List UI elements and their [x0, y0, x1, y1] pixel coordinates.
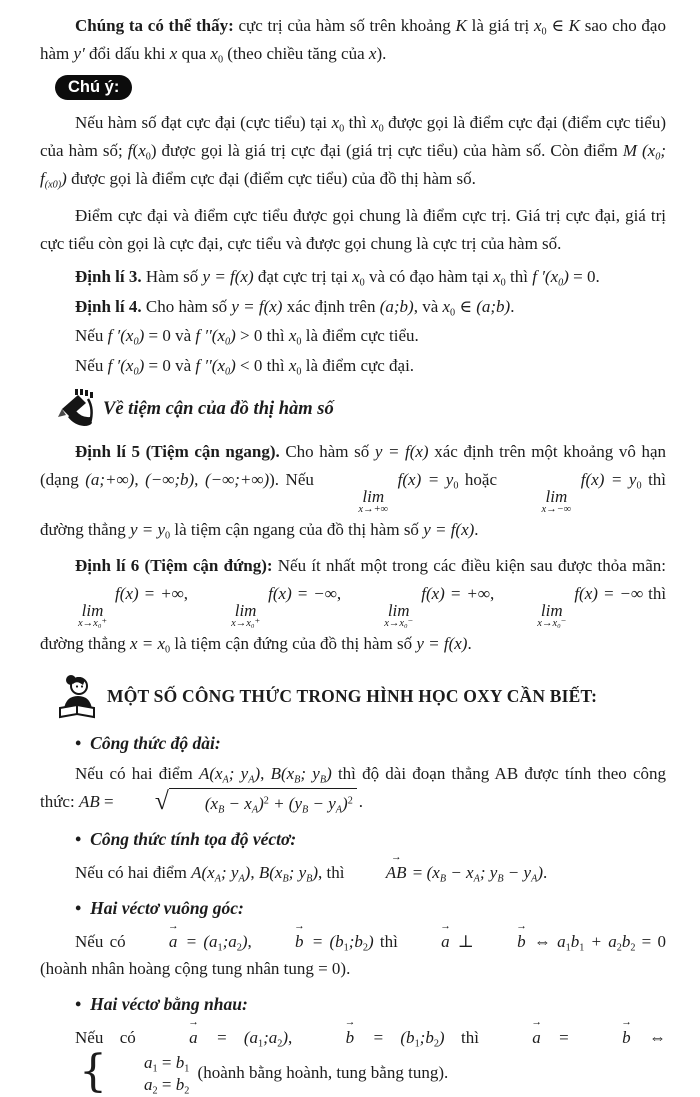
text-run: sao cho đạo hàm: [40, 16, 666, 63]
text-run: ): [537, 862, 543, 882]
text-run: ).: [376, 43, 387, 63]
text-run: ): [150, 141, 157, 161]
text-run: b: [175, 1052, 185, 1072]
text-run: (a;b): [379, 296, 414, 316]
bullet-dot: •: [75, 897, 82, 918]
text-run: thì: [373, 931, 405, 951]
text-run: x: [169, 43, 178, 63]
text-run: A: [335, 804, 343, 816]
text-run: y = f(x): [374, 442, 429, 462]
text-run: (−∞;b): [145, 470, 195, 489]
text-run: x: [442, 296, 451, 316]
text-run: 1: [152, 1063, 158, 1075]
text-run: 2: [236, 942, 242, 954]
text-run: xác định trên: [282, 296, 380, 316]
text-run: 1: [343, 942, 349, 954]
text-run: 2: [263, 795, 269, 807]
text-run: Điểm cực đại và điểm cực tiểu được gọi chung là điểm cực trị. Giá trị cực đại, giá trị cực tiểu còn gọi là cực đại, cực tiểu và được gọi chung là cực trị của hàm số.: [40, 205, 666, 253]
vector-arrow: → b: [311, 1022, 355, 1052]
oxy-section-heading: [54, 674, 666, 720]
text-run: A: [222, 774, 229, 786]
text-run: x: [288, 326, 297, 346]
text-run: < 0 thì: [235, 356, 289, 376]
text-run: B: [497, 873, 504, 885]
text-run: ,: [336, 583, 347, 603]
text-run: , thì: [318, 862, 349, 882]
text-run: Nếu có: [75, 931, 132, 951]
text-run: ,: [489, 583, 500, 603]
text-run: M (x: [622, 141, 656, 161]
text-run: ⇔: [632, 1027, 667, 1047]
vector-arrow: → b: [587, 1022, 631, 1052]
limit-notation: [323, 488, 388, 516]
theorem-4-condition-max: [40, 352, 666, 380]
text-run: .: [542, 862, 548, 882]
text-run: 0: [450, 307, 456, 319]
text-run: A: [251, 804, 259, 816]
text-run: > 0 thì: [235, 326, 289, 346]
limit-under: x→x₀⁻: [384, 618, 414, 630]
text-run: 2: [347, 795, 353, 807]
text-run: Hàm số: [141, 266, 203, 286]
text-run: là điểm cực đại.: [301, 356, 415, 376]
text-run: (x0): [44, 179, 62, 191]
text-run: Nếu có hai điểm: [75, 862, 192, 882]
text-run: − x: [446, 862, 474, 882]
text-run: x: [288, 356, 297, 376]
text-run: ): [138, 356, 145, 376]
text-run: 0: [500, 277, 506, 289]
writing-hand-icon: [54, 389, 96, 429]
text-run: f: [127, 141, 133, 161]
text-run: Định lí 5 (Tiệm cận ngang).: [75, 442, 280, 462]
text-run: f ′(x: [532, 266, 559, 286]
text-run: ): [312, 862, 319, 882]
text-run: ,: [183, 583, 194, 603]
vector-arrow: → a: [134, 926, 178, 956]
text-run: ): [368, 931, 374, 951]
limit-under: x→x₀⁺: [78, 618, 108, 630]
text-run: 0: [359, 277, 365, 289]
text-run: x: [352, 266, 360, 286]
text-run: thì: [344, 113, 372, 133]
text-run: , và: [413, 296, 443, 316]
text-run: ): [241, 931, 248, 951]
vector-arrow: → a: [154, 1022, 198, 1052]
text-run: ,: [247, 931, 259, 951]
text-run: được gọi là giá trị cực đại (giá trị cực tiểu) của hàm số. Còn điểm: [156, 141, 623, 161]
limit-word: lim: [362, 487, 385, 506]
text-run: x = x: [129, 633, 166, 653]
bullet-item-length-title: [40, 729, 666, 758]
bullet-item-equal-vectors-body: [40, 1022, 666, 1096]
text-run: B: [294, 774, 301, 786]
cases-row: [109, 1074, 189, 1096]
text-run: 2: [630, 942, 636, 954]
text-run: Nếu: [75, 356, 108, 376]
text-run: 0: [145, 151, 151, 163]
text-run: ,: [194, 470, 205, 489]
limit-under: x→+∞: [358, 504, 389, 516]
limit-notation: [43, 602, 107, 630]
text-run: ;b: [419, 1027, 434, 1047]
text-run: ; y: [228, 764, 249, 784]
text-run: a: [144, 1052, 153, 1072]
text-run: .: [510, 296, 515, 316]
text-run: ): [138, 326, 145, 346]
text-run: được gọi là điểm cực đại (điểm cực tiểu) của hàm số;: [40, 113, 666, 161]
limit-word: lim: [540, 600, 563, 620]
text-run: B: [302, 804, 309, 816]
text-run: (: [132, 141, 139, 161]
document-page: [40, 12, 666, 1096]
text-run: 1: [184, 1063, 190, 1075]
text-run: x: [371, 113, 379, 133]
text-run: 0: [558, 277, 564, 289]
text-run: a: [557, 931, 566, 951]
text-run: (theo chiều tăng của: [223, 43, 369, 63]
text-run: thì đường thẳng: [40, 583, 667, 653]
text-run: 0: [165, 644, 171, 656]
text-run: B(x: [258, 862, 283, 882]
text-run: =: [99, 792, 118, 812]
limit-word: lim: [545, 487, 568, 506]
text-run: ;a: [263, 1027, 278, 1047]
limit-word: lim: [234, 600, 257, 620]
theorem-6: [40, 552, 666, 658]
theorem-4-condition-min: [40, 322, 666, 350]
vector-arrow: → AB: [351, 857, 407, 887]
limit-under: x→x₀⁻: [537, 618, 567, 630]
text-run: (a;+∞): [85, 470, 135, 489]
limit-under: x→−∞: [541, 504, 572, 516]
text-run: = (b: [356, 1027, 415, 1047]
note-badge-row: [55, 75, 666, 101]
limit-word: lim: [387, 600, 410, 620]
text-run: f(x) = y: [391, 470, 454, 489]
text-run: được gọi là điểm cực đại (điểm cực tiểu) của đồ thị hàm số.: [66, 169, 476, 188]
intro-paragraph: [40, 12, 666, 68]
text-run: ; y: [220, 862, 239, 882]
text-run: Nếu hàm số đạt cực đại (cực tiểu) tại: [75, 113, 332, 133]
text-run: − x: [224, 794, 252, 814]
text-run: ): [282, 1027, 289, 1047]
text-run: x: [368, 43, 377, 63]
text-run: thì độ dài đoạn thẳng AB được tính theo công thức:: [40, 764, 666, 812]
text-run: ; y: [479, 862, 498, 882]
text-run: đổi dấu khi: [84, 43, 170, 63]
theorem-3: [40, 263, 666, 291]
bullet-item-length-body: [40, 760, 666, 818]
text-run: x: [138, 141, 146, 161]
text-run: Cho hàm số: [279, 442, 375, 462]
text-run: Chúng ta có thể thấy:: [75, 16, 239, 35]
text-run: 2: [616, 942, 622, 954]
text-run: ): [61, 169, 67, 188]
square-root: [120, 788, 357, 818]
text-run: ,: [134, 470, 146, 489]
text-run: 2: [433, 1038, 439, 1050]
text-run: ; y: [288, 862, 307, 882]
text-run: x: [493, 266, 501, 286]
bullet-item-perpendicular-body: [40, 926, 666, 984]
text-run: b: [175, 1074, 185, 1094]
text-run: (a;b): [476, 296, 511, 316]
limit-notation: [196, 602, 260, 630]
text-run: f ′′(x: [195, 326, 226, 346]
text-run: ; y: [300, 764, 320, 784]
text-run: ,: [288, 1027, 309, 1047]
text-run: .: [474, 520, 479, 540]
text-run: hoặc: [458, 470, 504, 489]
text-run: x: [331, 113, 340, 133]
text-run: 1: [217, 942, 223, 954]
text-run: Nếu ít nhất một trong các điều kiện sau được thỏa mãn:: [272, 555, 666, 575]
text-run: = 0.: [568, 266, 600, 286]
text-run: ∈: [455, 296, 477, 316]
text-run: Định lí 6 (Tiệm cận đứng):: [75, 555, 273, 575]
vector-arrow: → b: [482, 926, 526, 956]
text-run: y = f(x): [423, 520, 475, 540]
text-run: =: [408, 862, 427, 882]
text-run: f(x) = y: [574, 470, 637, 489]
text-run: là điểm cực tiểu.: [301, 326, 419, 346]
bullet-title-text: Công thức tính tọa độ véctơ:: [90, 829, 297, 850]
text-run: thì: [444, 1027, 496, 1047]
asymptote-section-title: Về tiệm cận của đồ thị hàm số: [103, 398, 334, 419]
text-run: ,: [250, 862, 259, 882]
text-run: 0: [296, 366, 302, 378]
limit-notation: [502, 602, 566, 630]
text-run: 1: [258, 1038, 264, 1050]
text-run: 2: [362, 942, 368, 954]
text-run: − y: [308, 794, 336, 814]
text-run: =: [157, 1074, 176, 1094]
text-run: A(x: [198, 764, 223, 784]
bullet-dot: •: [75, 994, 82, 1015]
note-paragraph-2: [40, 202, 666, 258]
text-run: 1: [579, 942, 585, 954]
text-run: 0: [165, 530, 171, 542]
text-run: f ′(x: [107, 326, 134, 346]
text-run: .: [467, 633, 472, 653]
text-run: thì: [505, 266, 533, 286]
limit-notation: [507, 488, 572, 516]
bullet-item-vector-coords-body: [40, 857, 666, 887]
cases-row: [109, 1052, 189, 1074]
bullet-title-text: Hai véctơ vuông góc:: [90, 897, 244, 918]
text-run: ;a: [222, 931, 237, 951]
text-run: thì đường thẳng: [40, 470, 667, 540]
text-run: 1: [414, 1038, 420, 1050]
text-run: y′: [73, 43, 85, 63]
text-run: y = f(x): [202, 266, 254, 286]
text-run: ,: [260, 764, 271, 784]
text-run: a: [144, 1074, 153, 1094]
text-run: f ′(x: [107, 356, 134, 376]
text-run: ). Nếu: [269, 470, 321, 489]
bullet-dot: •: [75, 732, 82, 753]
text-run: = 0 và: [144, 356, 196, 376]
asymptote-section-heading: [54, 389, 666, 429]
vector-arrow: → a: [406, 926, 450, 956]
text-run: 0: [225, 366, 231, 378]
text-run: A: [238, 873, 245, 885]
text-run: = (b: [305, 931, 344, 951]
text-run: 0: [133, 366, 139, 378]
text-run: B: [218, 804, 225, 816]
theorem-5: [40, 438, 666, 544]
text-run: (x: [204, 794, 219, 814]
text-run: 0: [339, 123, 345, 135]
radicand: [169, 788, 357, 818]
text-run: A: [531, 873, 538, 885]
text-run: 0: [453, 480, 459, 492]
text-run: f(x) = −∞: [569, 583, 644, 603]
text-run: ): [342, 794, 348, 814]
text-run: b: [570, 931, 580, 951]
bullet-item-vector-coords-title: [40, 825, 666, 854]
text-run: b: [621, 931, 631, 951]
text-run: f ′′(x: [195, 356, 226, 376]
text-run: A: [248, 774, 255, 786]
text-run: x: [533, 16, 542, 35]
text-run: xác định trên một khoảng vô hạn (dạng: [40, 442, 666, 489]
text-run: ): [258, 794, 264, 814]
text-run: 0: [296, 336, 302, 348]
text-run: (−∞;+∞): [204, 470, 270, 489]
text-run: − y: [503, 862, 532, 882]
text-run: ): [230, 356, 236, 376]
text-run: B: [306, 873, 313, 885]
vector-arrow: → a: [497, 1022, 541, 1052]
text-run: ): [230, 326, 236, 346]
text-run: là giá trị: [466, 16, 534, 35]
text-run: Định lí 4.: [75, 296, 142, 316]
text-run: 2: [152, 1085, 158, 1097]
text-run: ; f: [40, 141, 666, 188]
text-run: B: [282, 873, 289, 885]
text-run: và có đạo hàm tại: [364, 266, 494, 286]
oxy-section-title: MỘT SỐ CÔNG THỨC TRONG HÌNH HỌC OXY CẦN BIẾT:: [107, 686, 598, 707]
text-run: 0: [541, 26, 547, 38]
theorem-4: [40, 293, 666, 321]
text-run: là tiệm cận đứng của đồ thị hàm số: [170, 633, 417, 653]
text-run: Nếu có: [75, 1027, 153, 1047]
text-run: qua: [177, 43, 211, 63]
text-run: y = y: [129, 520, 166, 540]
text-run: ): [254, 764, 261, 784]
cases-rows: [109, 1052, 189, 1096]
limit-notation: [349, 602, 413, 630]
bullet-title-text: Công thức độ dài:: [90, 732, 221, 753]
text-run: f(x) = −∞: [263, 583, 337, 603]
text-run: + a: [584, 931, 617, 951]
limit-word: lim: [81, 600, 104, 620]
text-run: ;b: [348, 931, 363, 951]
text-run: ): [563, 266, 569, 286]
text-run: A: [214, 873, 221, 885]
text-run: 0: [217, 54, 224, 66]
text-run: B(x: [270, 764, 295, 784]
limit-under: x→x₀⁺: [231, 618, 261, 630]
text-run: ): [438, 1027, 445, 1047]
brace-system: [44, 1046, 190, 1097]
text-run: B: [439, 873, 447, 885]
text-run: x: [210, 43, 218, 63]
bullet-dot: •: [75, 829, 82, 850]
text-run: 0: [378, 123, 384, 135]
text-run: 1: [565, 942, 571, 954]
vector-arrow: → b: [260, 926, 304, 956]
text-run: (x: [426, 862, 440, 882]
cases-brace: {: [79, 1046, 107, 1097]
text-run: Nếu có hai điểm: [75, 764, 199, 784]
reading-person-icon: [54, 674, 100, 720]
text-run: (hoành bằng hoành, tung bằng tung).: [193, 1062, 449, 1082]
text-run: cực trị của hàm số trên khoảng: [238, 16, 456, 35]
text-run: = 0 (hoành nhân hoàng cộng tung nhân tung = 0).: [40, 931, 667, 979]
radical-sign: √: [154, 786, 169, 816]
text-run: đạt cực trị tại: [253, 266, 353, 286]
text-run: .: [358, 792, 364, 812]
text-run: Định lí 3.: [75, 266, 142, 286]
text-run: 2: [277, 1038, 283, 1050]
text-run: ∈: [546, 16, 569, 35]
text-run: ): [244, 862, 251, 882]
text-run: 0: [225, 336, 231, 348]
text-run: + (y: [268, 794, 303, 814]
text-run: f(x) = +∞: [416, 583, 490, 603]
text-run: =: [157, 1052, 176, 1072]
text-run: ⇔: [527, 931, 558, 951]
text-run: ): [326, 764, 332, 784]
text-run: A: [473, 873, 480, 885]
text-run: Nếu: [75, 326, 108, 346]
text-run: B: [319, 774, 327, 786]
text-run: = (a: [199, 1027, 259, 1047]
text-run: Cho hàm số: [141, 296, 232, 316]
text-run: 0: [133, 336, 139, 348]
text-run: AB: [78, 792, 100, 812]
text-run: = 0 và: [144, 326, 196, 346]
text-run: A(x: [191, 862, 215, 882]
text-run: y = f(x): [231, 296, 283, 316]
text-run: là tiệm cận ngang của đồ thị hàm số: [170, 520, 424, 540]
note-paragraph-1: [40, 109, 666, 193]
bullet-title-text: Hai véctơ bằng nhau:: [90, 994, 248, 1015]
note-badge: Chú ý:: [55, 75, 132, 101]
text-run: y = f(x): [416, 633, 468, 653]
text-run: f(x) = +∞: [110, 583, 184, 603]
text-run: K: [568, 16, 581, 35]
text-run: =: [542, 1027, 586, 1047]
text-run: 2: [184, 1085, 190, 1097]
text-run: = (a: [179, 931, 218, 951]
text-run: 0: [636, 480, 642, 492]
text-run: K: [455, 16, 467, 35]
text-run: ⊥: [451, 931, 481, 951]
text-run: 0: [655, 151, 661, 163]
